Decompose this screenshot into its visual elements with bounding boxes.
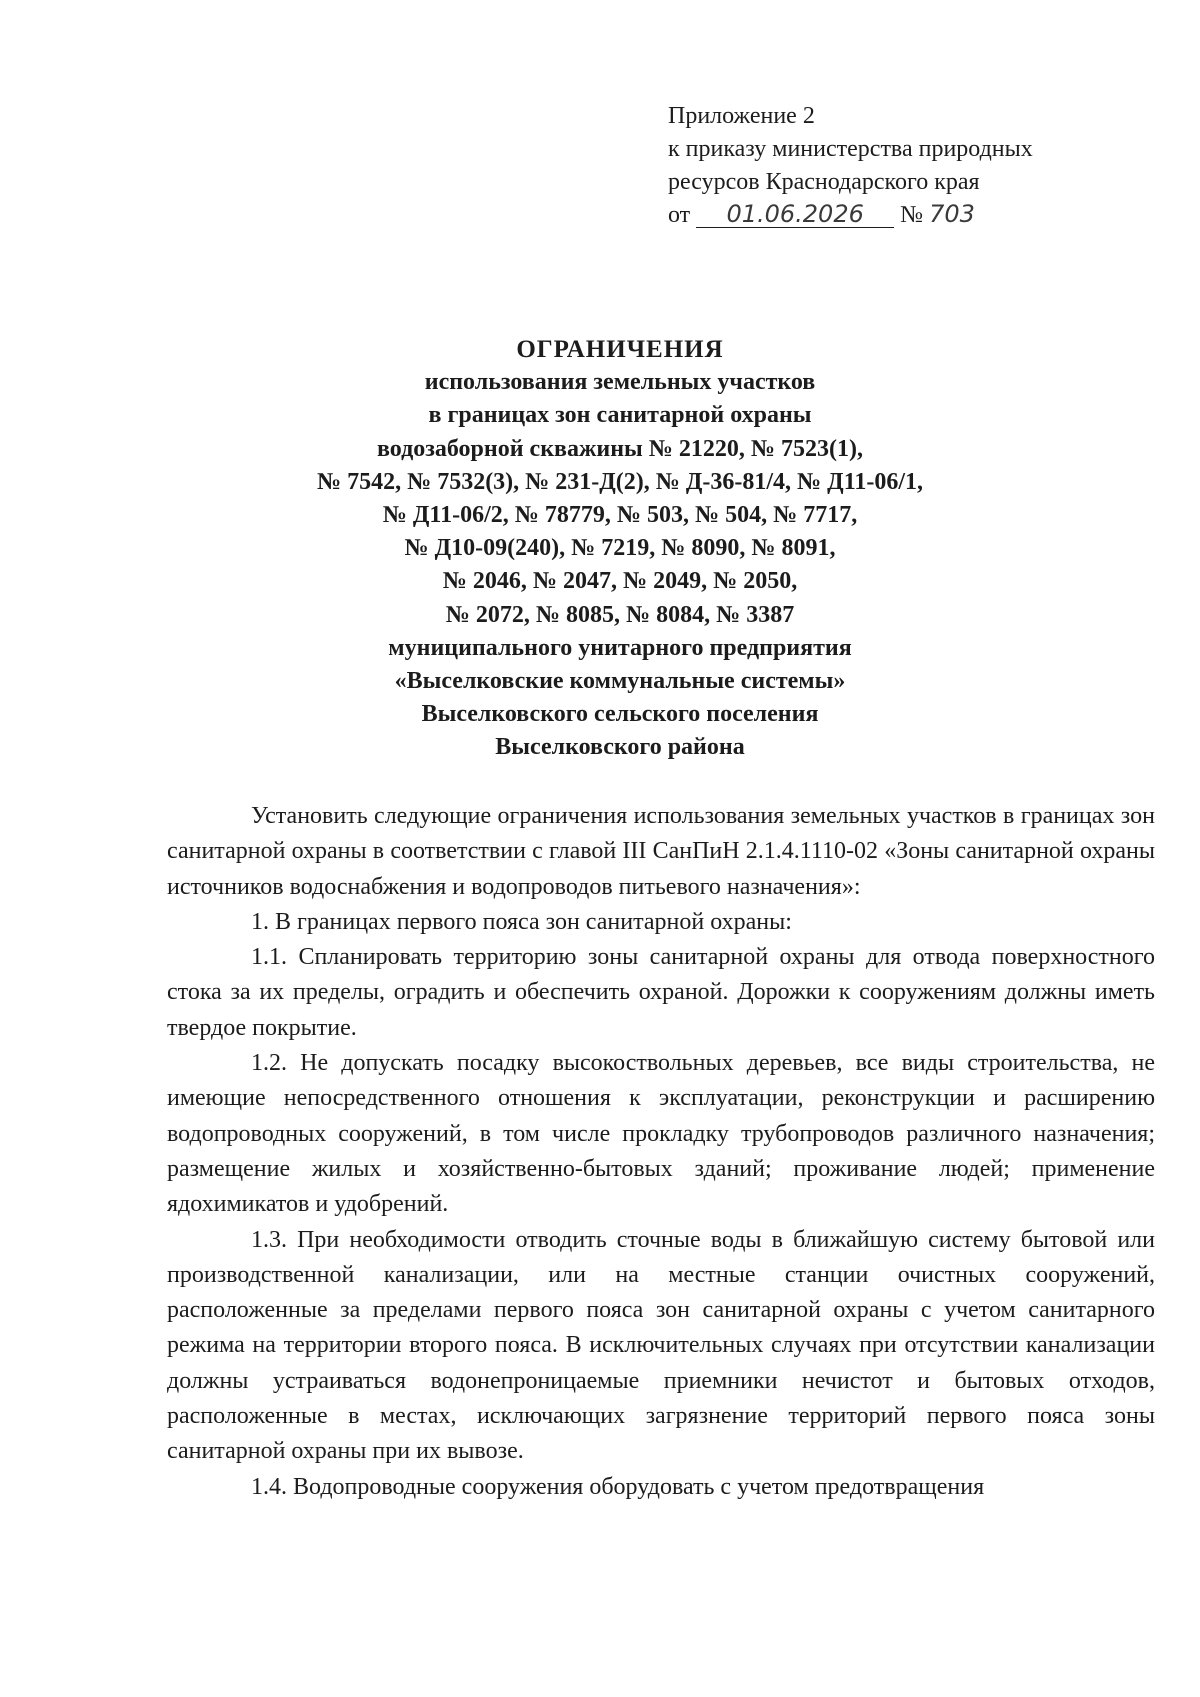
document-title (240, 333, 1000, 765)
title-line: № 7542, № 7532(3), № 231-Д(2), № Д-36-81/4, № Д11-06/1, (316, 468, 924, 495)
body-paragraph: 1.1. Спланировать территорию зоны санитарной охраны для отвода поверхностного стока за их пределы, оградить и обеспечить охраной. Дорожки к сооружениям должны иметь твердое покрытие. (167, 944, 1155, 1041)
handwritten-number: 703 (929, 200, 975, 228)
number-prefix: № (900, 202, 924, 228)
body-paragraph: 1.4. Водопроводные сооружения оборудовать с учетом предотвращения (251, 1473, 985, 1500)
annex-title: Приложение 2 (668, 103, 815, 129)
title-line: № 2072, № 8085, № 8084, № 3387 (445, 601, 795, 628)
handwritten-date: 01.06.2026 (696, 201, 894, 228)
body-paragraph: Установить следующие ограничения использования земельных участков в границах зон санитарной охраны в соответствии с главой III СанПиН 2.1.4.1110-02 «Зоны санитарной охраны источников водоснабжения и водопроводов питьевого назначения»: (167, 803, 1155, 900)
body-paragraph: 1. В границах первого пояса зон санитарной охраны: (251, 908, 792, 935)
title-line: № Д10-09(240), № 7219, № 8090, № 8091, (404, 535, 836, 562)
title-line: использования земельных участков (424, 369, 816, 396)
body-paragraph: 1.2. Не допускать посадку высокоствольных деревьев, все виды строительства, не имеющие непосредственного отношения к эксплуатации, реконструкции и расширению водопроводных сооружений, в том числе прокладку трубопроводов различного назначения; размещение жилых и хозяйственно-бытовых зданий; проживание людей; применение ядохимикатов и удобрений. (167, 1050, 1155, 1218)
title-line: Выселковского района (495, 734, 745, 761)
annex-ministry: ресурсов Краснодарского края (668, 169, 980, 195)
title-line: № 2046, № 2047, № 2049, № 2050, (442, 568, 798, 595)
title-line: Выселковского сельского поселения (421, 701, 819, 728)
annex-order-ref: к приказу министерства природных (668, 136, 1033, 162)
title-line: № Д11-06/2, № 78779, № 503, № 504, № 7717, (382, 502, 858, 529)
title-main: ОГРАНИЧЕНИЯ (516, 336, 724, 363)
date-prefix: от (668, 202, 691, 228)
title-line: муниципального унитарного предприятия (388, 634, 852, 661)
annex-header (668, 100, 1168, 232)
title-line: «Выселковские коммунальные системы» (394, 668, 846, 695)
annex-date-row (668, 199, 1168, 232)
body-paragraph: 1.3. При необходимости отводить сточные воды в ближайшую систему бытовой или производственной канализации, или на местные станции очистных сооружений, расположенные за пределами первого пояса зон санитарной охраны с учетом санитарного режима на территории второго пояса. В исключительных случаях при отсутствии канализации должны устраиваться водонепроницаемые приемники нечистот и бытовых отходов, расположенные в местах, исключающих загрязнение территорий первого пояса зоны санитарной охраны при их вывозе. (167, 1226, 1155, 1465)
title-line: водозаборной скважины № 21220, № 7523(1), (376, 435, 864, 462)
document-body (167, 799, 1155, 1505)
title-line: в границах зон санитарной охраны (428, 402, 812, 429)
